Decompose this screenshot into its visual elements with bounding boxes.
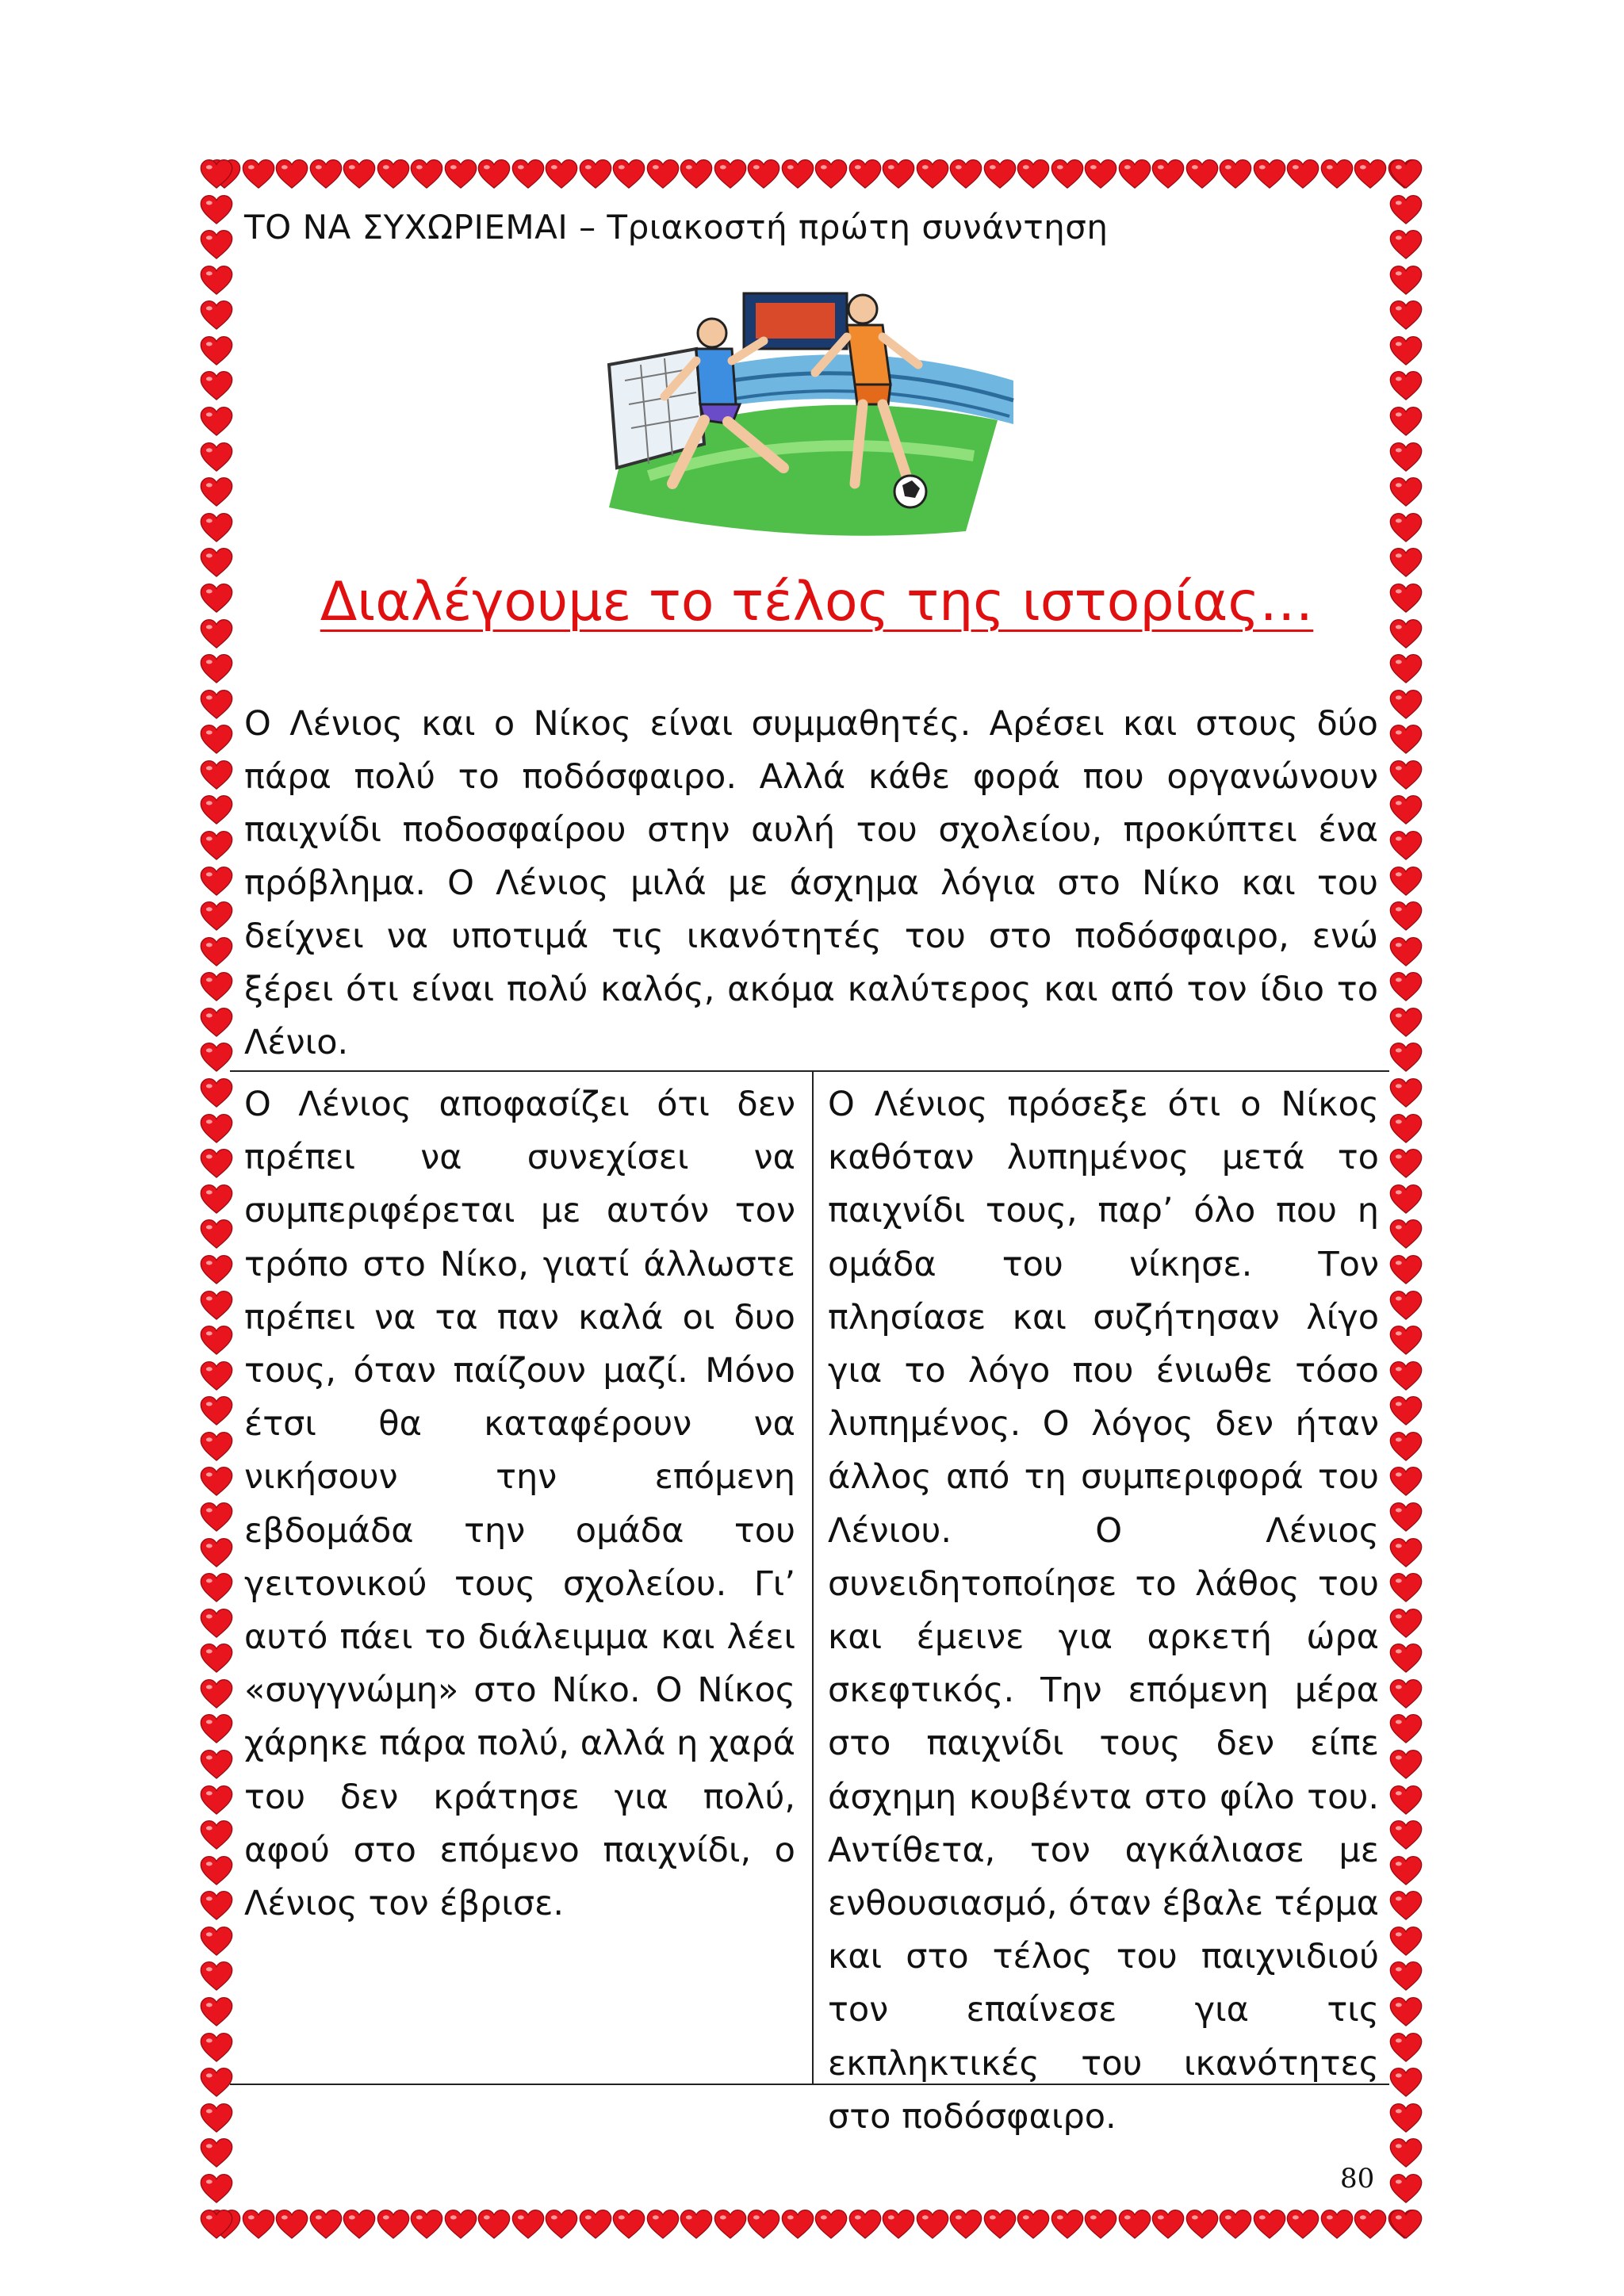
heart-icon — [200, 653, 233, 685]
heart-icon — [511, 2209, 545, 2241]
heart-icon — [1017, 159, 1050, 190]
heart-icon — [1389, 1042, 1423, 1073]
heart-icon — [200, 1820, 233, 1851]
heart-icon — [1389, 1184, 1423, 1215]
heart-icon — [200, 1502, 233, 1533]
heart-icon — [200, 335, 233, 367]
heart-icon — [1084, 159, 1117, 190]
heart-icon — [200, 406, 233, 438]
heart-icon — [410, 159, 443, 190]
heart-icon — [646, 159, 680, 190]
heart-icon — [377, 159, 410, 190]
heart-icon — [1389, 2032, 1423, 2064]
heart-icon — [1389, 971, 1423, 1003]
heart-icon — [1389, 1148, 1423, 1180]
heart-icon — [1389, 1713, 1423, 1745]
heart-icon — [200, 936, 233, 968]
heart-icon — [511, 159, 545, 190]
heart-icon — [1389, 1855, 1423, 1887]
heart-icon — [1389, 159, 1423, 190]
heart-icon — [200, 229, 233, 261]
heart-icon — [1389, 936, 1423, 968]
heart-icon — [747, 159, 780, 190]
heart-icon — [477, 2209, 511, 2241]
heart-icon — [949, 159, 982, 190]
heart-icon — [1389, 1961, 1423, 1992]
heart-icon — [814, 159, 848, 190]
heart-icon — [1389, 229, 1423, 261]
heart-icon — [1017, 2209, 1050, 2241]
heart-icon — [1389, 1572, 1423, 1604]
heart-icon — [200, 760, 233, 791]
heart-icon — [1389, 2209, 1423, 2241]
heart-icon — [200, 1678, 233, 1710]
heart-icon — [1185, 159, 1219, 190]
heart-icon — [680, 2209, 713, 2241]
heart-icon — [1389, 2173, 1423, 2205]
heart-icon — [343, 159, 376, 190]
ending-left-text: Ο Λένιος αποφασίζει ότι δεν πρέπει να συνεχίσει να συμπεριφέρεται με αυτόν τον τρόπο στο Νίκο, γιατί άλλωστε πρέπει να τα παν καλά οι δυο τους, όταν παίζουν μαζί. Μόνο έτσι θα καταφέρουν να νικήσουν την επόμενη εβδομάδα την ομάδα του γειτονικού τους σχολείου. Γι’ αυτό πάει το διάλειμμα και λέει «συγγνώμη» στο Νίκο. Ο Νίκος χάρηκε πάρα πολύ, αλλά η χαρά του δεν κράτησε για πολύ, αφού στο επόμενο παιχνίδι, ο Λένιος τον έβρισε. — [244, 1085, 795, 1924]
heart-icon — [714, 159, 747, 190]
heart-icon — [200, 2137, 233, 2169]
heart-icon — [916, 2209, 949, 2241]
heart-icon — [377, 2209, 410, 2241]
story-title: Διαλέγουμε το τέλος της ιστορίας… — [320, 571, 1314, 633]
heart-icon — [1389, 1890, 1423, 1922]
heart-icon — [1286, 2209, 1320, 2241]
heart-icon — [882, 159, 915, 190]
heart-icon — [1219, 2209, 1252, 2241]
heart-icon — [1118, 159, 1151, 190]
heart-icon — [309, 2209, 343, 2241]
heart-icon — [848, 2209, 882, 2241]
heart-icon — [343, 2209, 376, 2241]
heart-icon — [1320, 159, 1354, 190]
heart-icon — [200, 1466, 233, 1498]
heart-icon — [1389, 1077, 1423, 1109]
heart-icon — [1051, 159, 1084, 190]
page-number: 80 — [1340, 2163, 1375, 2195]
heart-icon — [200, 689, 233, 721]
heart-icon — [1389, 476, 1423, 508]
heart-icon — [1389, 760, 1423, 791]
heart-icon — [1389, 194, 1423, 226]
heart-icon — [814, 2209, 848, 2241]
ending-right-text: Ο Λένιος πρόσεξε ότι ο Νίκος καθόταν λυπημένος μετά το παιχνίδι τους, παρ’ όλο που η ομάδα του νίκησε. Τον πλησίασε και συζήτησαν λίγο για το λόγο που ένιωθε τόσο λυπημένος. Ο λόγος δεν ήταν άλλος από τη συμπεριφορά του Λένιου. Ο Λένιος συνειδητοποίησε το λάθος του και έμεινε για αρκετή ώρα σκεφτικός. Την επόμενη μέρα στο παιχνίδι τους δεν είπε άσχημη κουβέντα στο φίλο του. Αντίθετα, τον αγκάλιασε με ενθουσιασμό, όταν έβαλε τέρμα και στο τέλος του παιχνιδιού τον επαίνεσε για τις εκπληκτικές του ικανότητες στο ποδόσφαιρο. — [828, 1085, 1379, 2137]
heart-icon — [200, 476, 233, 508]
heart-icon — [1253, 159, 1286, 190]
heart-icon — [200, 300, 233, 331]
heart-icon — [1389, 1678, 1423, 1710]
heart-icon — [1389, 1254, 1423, 1286]
heart-icon — [1389, 406, 1423, 438]
heart-icon — [200, 583, 233, 614]
heart-icon — [1389, 653, 1423, 685]
heart-icon — [1389, 265, 1423, 297]
heart-icon — [200, 1713, 233, 1745]
heart-icon — [1389, 512, 1423, 544]
ending-option-left — [244, 1078, 795, 1931]
heart-icon — [1389, 1360, 1423, 1392]
heart-icon — [242, 159, 275, 190]
heart-icon — [646, 2209, 680, 2241]
heart-icon — [1389, 2103, 1423, 2134]
heart-icon — [477, 159, 511, 190]
heart-icon — [1389, 1643, 1423, 1674]
heart-icon — [714, 2209, 747, 2241]
heart-icon — [882, 2209, 915, 2241]
heart-icon — [200, 1395, 233, 1427]
heart-icon — [1118, 2209, 1151, 2241]
heart-icon — [680, 159, 713, 190]
heart-icon — [545, 2209, 578, 2241]
heart-icon — [1389, 442, 1423, 473]
heart-border-top — [208, 159, 1421, 190]
heart-icon — [200, 1890, 233, 1922]
heart-icon — [1151, 2209, 1185, 2241]
heart-icon — [1389, 1820, 1423, 1851]
heart-icon — [200, 194, 233, 226]
heart-icon — [200, 794, 233, 826]
heart-icon — [1389, 1608, 1423, 1640]
heart-icon — [1253, 2209, 1286, 2241]
heart-icon — [1389, 1996, 1423, 2028]
heart-icon — [200, 971, 233, 1003]
heart-icon — [200, 618, 233, 650]
heart-icon — [1354, 159, 1387, 190]
heart-icon — [200, 1042, 233, 1073]
heart-icon — [200, 1184, 233, 1215]
heart-border-left — [200, 159, 233, 2241]
heart-icon — [1389, 866, 1423, 897]
heart-icon — [200, 2103, 233, 2134]
heart-icon — [1389, 830, 1423, 862]
heart-icon — [200, 1855, 233, 1887]
page-header: ΤΟ ΝΑ ΣΥΧΩΡΙΕΜΑΙ – Τριακοστή πρώτη συνάντηση — [244, 208, 1109, 247]
heart-icon — [1389, 370, 1423, 402]
heart-icon — [1389, 1007, 1423, 1039]
heart-icon — [200, 1643, 233, 1674]
ending-option-right — [828, 1078, 1379, 2144]
heart-icon — [444, 2209, 477, 2241]
heart-icon — [1389, 1113, 1423, 1145]
heart-icon — [983, 159, 1017, 190]
heart-icon — [200, 512, 233, 544]
heart-icon — [1389, 1785, 1423, 1816]
story-intro — [244, 698, 1378, 1070]
heart-icon — [1389, 901, 1423, 932]
heart-icon — [1084, 2209, 1117, 2241]
heart-icon — [200, 1431, 233, 1463]
heart-icon — [1389, 1219, 1423, 1250]
heart-icon — [200, 1572, 233, 1604]
heart-icon — [747, 2209, 780, 2241]
heart-icon — [1389, 1749, 1423, 1781]
heart-icon — [200, 1749, 233, 1781]
heart-icon — [200, 1290, 233, 1322]
heart-icon — [200, 265, 233, 297]
heart-icon — [200, 1219, 233, 1250]
heart-icon — [1389, 689, 1423, 721]
heart-icon — [1389, 2067, 1423, 2099]
heart-icon — [1389, 1466, 1423, 1498]
heart-icon — [242, 2209, 275, 2241]
table-top-rule — [230, 1070, 1389, 1072]
heart-icon — [983, 2209, 1017, 2241]
heart-icon — [309, 159, 343, 190]
heart-icon — [1389, 1395, 1423, 1427]
heart-icon — [200, 2209, 233, 2241]
heart-icon — [579, 2209, 612, 2241]
heart-icon — [200, 1148, 233, 1180]
heart-icon — [612, 2209, 645, 2241]
heart-icon — [200, 1254, 233, 1286]
heart-icon — [1389, 1431, 1423, 1463]
heart-icon — [200, 1007, 233, 1039]
heart-icon — [1286, 159, 1320, 190]
heart-icon — [200, 1996, 233, 2028]
heart-icon — [1389, 1537, 1423, 1569]
heart-icon — [200, 1077, 233, 1109]
heart-icon — [200, 442, 233, 473]
heart-icon — [1320, 2209, 1354, 2241]
heart-icon — [1354, 2209, 1387, 2241]
heart-icon — [916, 159, 949, 190]
heart-border-bottom — [208, 2209, 1421, 2241]
heart-icon — [1151, 159, 1185, 190]
heart-border-right — [1389, 159, 1423, 2241]
heart-icon — [1389, 1502, 1423, 1533]
heart-icon — [1389, 1926, 1423, 1957]
heart-icon — [612, 159, 645, 190]
heart-icon — [1185, 2209, 1219, 2241]
heart-icon — [848, 159, 882, 190]
heart-icon — [781, 2209, 814, 2241]
heart-icon — [200, 547, 233, 579]
heart-icon — [200, 2173, 233, 2205]
heart-icon — [579, 159, 612, 190]
heart-icon — [1389, 335, 1423, 367]
heart-icon — [410, 2209, 443, 2241]
heart-icon — [200, 1926, 233, 1957]
heart-icon — [1219, 159, 1252, 190]
heart-icon — [1051, 2209, 1084, 2241]
heart-icon — [200, 866, 233, 897]
heart-icon — [275, 159, 308, 190]
heart-icon — [200, 370, 233, 402]
heart-icon — [200, 724, 233, 756]
heart-icon — [1389, 2137, 1423, 2169]
heart-icon — [200, 1325, 233, 1357]
heart-icon — [275, 2209, 308, 2241]
heart-icon — [200, 1113, 233, 1145]
heart-icon — [545, 159, 578, 190]
heart-icon — [200, 1961, 233, 1992]
heart-icon — [200, 901, 233, 932]
heart-icon — [781, 159, 814, 190]
heart-icon — [200, 2067, 233, 2099]
heart-icon — [1389, 794, 1423, 826]
heart-icon — [200, 1360, 233, 1392]
heart-icon — [200, 2032, 233, 2064]
table-column-divider — [812, 1070, 814, 2085]
heart-icon — [200, 1785, 233, 1816]
heart-icon — [1389, 724, 1423, 756]
intro-paragraph: Ο Λένιος και ο Νίκος είναι συμμαθητές. Αρέσει και στους δύο πάρα πολύ το ποδόσφαιρο. Αλλά κάθε φορά που οργανώνουν παιχνίδι ποδοσφαίρου στην αυλή του σχολείου, προκύπτει ένα πρόβλημα. Ο Λένιος μιλά με άσχημα λόγια στο Νίκο και του δείχνει να υποτιμά τις ικανότητές του στο ποδόσφαιρο, ενώ ξέρει ότι είναι πολύ καλός, ακόμα καλύτερος και από τον ίδιο το Λένιο. — [244, 704, 1378, 1062]
heart-icon — [1389, 1290, 1423, 1322]
soccer-players-clipart — [593, 285, 1021, 539]
heart-icon — [949, 2209, 982, 2241]
heart-icon — [444, 159, 477, 190]
heart-icon — [200, 159, 233, 190]
heart-icon — [1389, 300, 1423, 331]
heart-icon — [200, 1537, 233, 1569]
heart-icon — [200, 830, 233, 862]
heart-icon — [200, 1608, 233, 1640]
heart-icon — [1389, 1325, 1423, 1357]
